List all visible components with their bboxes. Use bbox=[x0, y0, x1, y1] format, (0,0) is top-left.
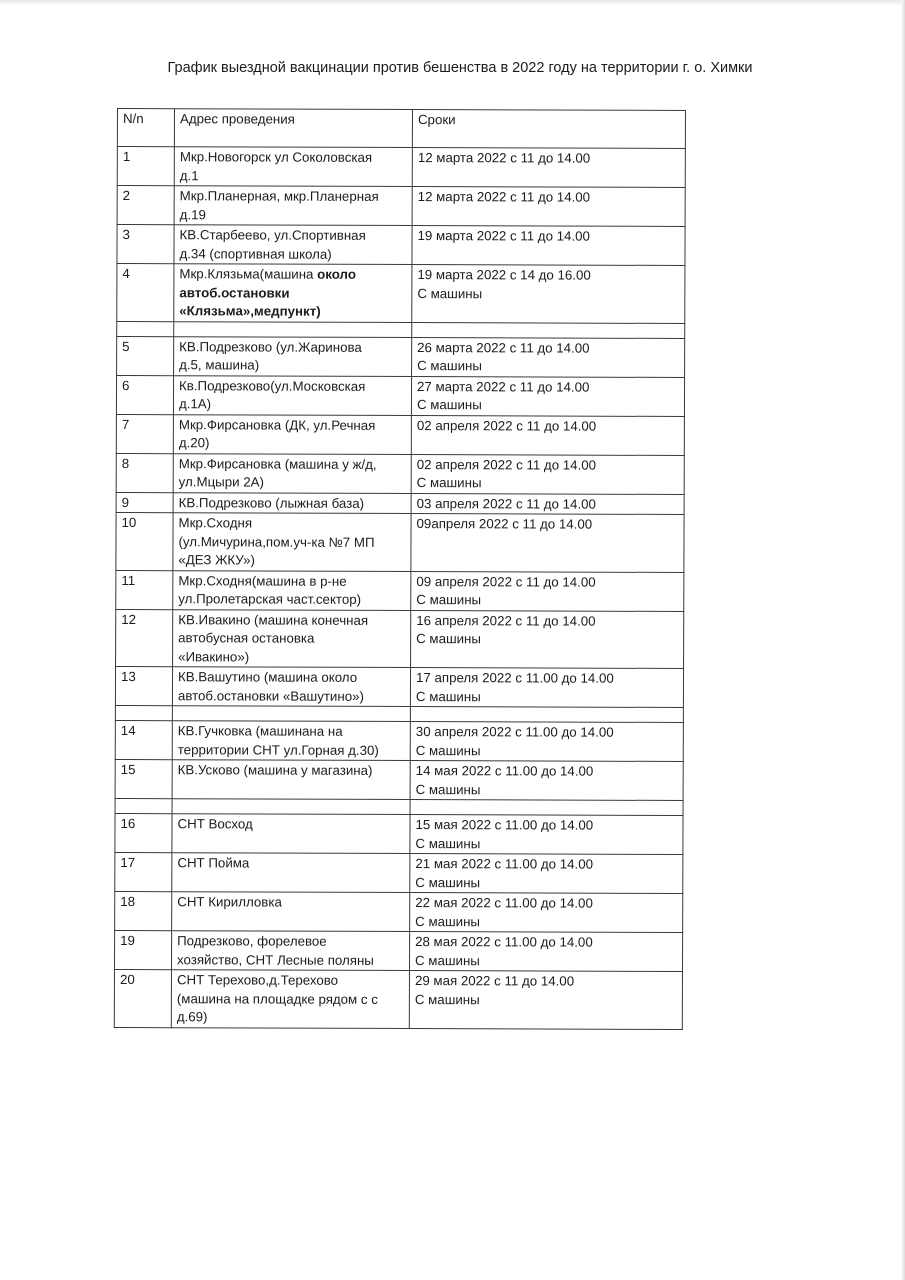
table-row bbox=[115, 852, 683, 893]
table-header-row bbox=[117, 109, 685, 149]
date-line: 02 апреля 2022 с 11 до 14.00 bbox=[416, 456, 597, 473]
address-bold-line: автоб.остановки bbox=[179, 284, 290, 301]
row-number: 18 bbox=[115, 891, 172, 930]
row-dates bbox=[409, 932, 682, 972]
date-line: С машины bbox=[416, 631, 482, 647]
row-address bbox=[172, 667, 410, 707]
date-line: 03 апреля 2022 с 11 до 14.00 bbox=[416, 495, 596, 512]
address-line: «Ивакино») bbox=[178, 648, 250, 664]
row-number: 9 bbox=[116, 492, 173, 513]
spacer-cell bbox=[410, 800, 683, 816]
address-line: (машина на площадке рядом с с bbox=[176, 990, 378, 1007]
address-line: д.5, машина) bbox=[179, 357, 260, 373]
address-line: хозяйство, СНТ Лесные поляны bbox=[177, 951, 374, 968]
address-line: Подрезково, форелевое bbox=[177, 933, 327, 949]
address-line: автобусная остановка bbox=[178, 630, 315, 646]
address-line: Мкр.Планерная, мкр.Планерная bbox=[179, 188, 379, 204]
date-line: 17 апреля 2022 с 11.00 до 14.00 bbox=[415, 670, 614, 686]
spacer-cell bbox=[172, 706, 410, 722]
address-line: СНТ Терехово,д.Терехово bbox=[176, 972, 339, 988]
table-row bbox=[115, 813, 683, 854]
row-dates bbox=[411, 493, 684, 514]
address-line: Кв.Подрезково(ул.Московская bbox=[179, 377, 366, 394]
row-dates bbox=[410, 722, 683, 762]
row-dates bbox=[411, 610, 684, 668]
table-row bbox=[115, 891, 683, 932]
row-number: 1 bbox=[117, 147, 174, 186]
table-row bbox=[116, 375, 684, 416]
address-line: д.20) bbox=[178, 435, 210, 451]
header-number: N/n bbox=[117, 109, 174, 147]
date-line: 12 марта 2022 с 11 до 14.00 bbox=[417, 150, 591, 166]
date-line: С машины bbox=[417, 285, 483, 301]
address-line: КВ.Ивакино (машина конечная bbox=[178, 611, 369, 628]
date-line: С машины bbox=[415, 835, 481, 851]
date-line: 09 апреля 2022 с 11 до 14.00 bbox=[416, 573, 596, 590]
spacer-cell bbox=[412, 322, 685, 338]
address-line: СНТ Восход bbox=[177, 816, 253, 832]
row-number: 4 bbox=[117, 264, 174, 322]
spacer-cell bbox=[117, 321, 174, 336]
address-bold-text: около bbox=[317, 266, 356, 282]
document-title: График выездной вакцинации против бешенства в 2022 году на территории г. о. Химки bbox=[167, 60, 753, 76]
row-dates bbox=[410, 893, 683, 933]
address-line: ул.Пролетарская част.сектор) bbox=[178, 591, 362, 607]
table-row bbox=[117, 147, 685, 188]
date-line: С машины bbox=[417, 358, 482, 374]
scan-edge-top bbox=[0, 0, 905, 6]
row-number: 20 bbox=[114, 969, 171, 1027]
address-line: Мкр.Новогорск ул Соколовская bbox=[179, 149, 373, 165]
row-address bbox=[173, 453, 411, 493]
address-line: д.19 bbox=[179, 206, 206, 222]
address-line: КВ.Подрезково (лыжная база) bbox=[178, 494, 365, 511]
schedule-table-body bbox=[114, 109, 685, 1029]
table-row bbox=[114, 930, 682, 971]
row-dates bbox=[411, 454, 684, 494]
row-dates bbox=[410, 761, 683, 801]
date-line: С машины bbox=[416, 592, 482, 608]
row-dates bbox=[412, 148, 685, 188]
schedule-table bbox=[114, 108, 686, 1029]
row-number: 15 bbox=[115, 759, 172, 798]
address-line: (ул.Мичурина,пом.уч-ка №7 МП bbox=[178, 533, 375, 550]
row-address bbox=[173, 609, 411, 667]
table-row bbox=[117, 264, 685, 323]
row-number: 19 bbox=[114, 930, 171, 969]
address-line bbox=[179, 265, 407, 284]
row-number: 8 bbox=[116, 453, 173, 492]
date-line: С машины bbox=[415, 874, 481, 890]
row-address bbox=[173, 375, 411, 415]
spacer-cell bbox=[410, 707, 683, 723]
row-address bbox=[174, 225, 412, 265]
row-address bbox=[171, 931, 409, 971]
date-line: 22 мая 2022 с 11.00 до 14.00 bbox=[415, 895, 593, 911]
row-number: 14 bbox=[115, 720, 172, 759]
table-row bbox=[115, 759, 683, 800]
date-line: С машины bbox=[415, 742, 481, 758]
date-line: 21 мая 2022 с 11.00 до 14.00 bbox=[415, 856, 594, 872]
row-address bbox=[172, 760, 410, 800]
scan-edge-right bbox=[901, 0, 905, 1280]
address-line: Мкр.Фирсановка (ДК, ул.Речная bbox=[178, 416, 376, 433]
row-dates bbox=[411, 514, 684, 572]
row-address bbox=[174, 186, 412, 226]
date-line: С машины bbox=[415, 913, 481, 929]
date-line: С машины bbox=[415, 952, 480, 968]
row-number: 3 bbox=[117, 225, 174, 264]
address-line: территории СНТ ул.Горная д.30) bbox=[177, 741, 379, 758]
address-line: СНТ Кирилловка bbox=[177, 894, 282, 910]
row-number: 13 bbox=[115, 666, 172, 705]
row-dates bbox=[410, 815, 683, 855]
table-row bbox=[117, 225, 685, 266]
date-line: 29 мая 2022 с 11 до 14.00 bbox=[414, 973, 575, 989]
date-line: 28 мая 2022 с 11.00 до 14.00 bbox=[415, 934, 593, 950]
row-dates bbox=[410, 854, 683, 894]
row-address bbox=[173, 492, 411, 513]
row-dates bbox=[409, 971, 682, 1029]
date-line: 16 апреля 2022 с 11 до 14.00 bbox=[416, 612, 596, 629]
table-row bbox=[116, 414, 684, 455]
date-line: 15 мая 2022 с 11.00 до 14.00 bbox=[415, 817, 594, 833]
row-number: 12 bbox=[116, 609, 173, 667]
address-line: «ДЕЗ ЖКУ») bbox=[178, 552, 256, 568]
row-address bbox=[174, 147, 412, 187]
row-address bbox=[172, 814, 410, 854]
row-dates bbox=[412, 187, 685, 227]
table-row bbox=[115, 666, 683, 707]
table-row bbox=[116, 492, 684, 514]
address-line: КВ.Вашутино (машина около bbox=[177, 669, 358, 685]
date-line: 14 мая 2022 с 11.00 до 14.00 bbox=[415, 763, 594, 779]
table-row bbox=[116, 570, 684, 611]
row-address bbox=[173, 414, 411, 454]
table-row bbox=[117, 186, 685, 227]
row-address bbox=[172, 721, 410, 761]
spacer-cell bbox=[172, 799, 410, 815]
date-line: 19 марта 2022 с 11 до 14.00 bbox=[417, 228, 590, 244]
row-dates bbox=[412, 265, 685, 323]
spacer-cell bbox=[174, 321, 412, 337]
spacer-cell bbox=[115, 798, 172, 813]
row-dates bbox=[410, 668, 683, 708]
header-dates: Сроки bbox=[412, 110, 685, 149]
address-line: Мкр.Фирсановка (машина у ж/д, bbox=[178, 455, 377, 472]
row-number: 7 bbox=[116, 414, 173, 453]
date-line: 12 марта 2022 с 11 до 14.00 bbox=[417, 189, 591, 205]
address-line: КВ.Подрезково (ул.Жаринова bbox=[179, 338, 362, 355]
address-line: д.69) bbox=[176, 1009, 208, 1025]
table-row bbox=[116, 453, 684, 494]
address-line: д.34 (спортивная школа) bbox=[179, 245, 332, 262]
address-line: КВ.Гучковка (машинана на bbox=[177, 723, 343, 739]
row-dates bbox=[411, 376, 684, 416]
date-line: С машины bbox=[415, 781, 481, 797]
address-line: КВ.Старбеево, ул.Спортивная bbox=[179, 227, 366, 243]
table-row bbox=[116, 609, 684, 668]
row-address bbox=[173, 513, 411, 571]
row-address bbox=[172, 853, 410, 893]
address-line: д.1А) bbox=[178, 396, 212, 412]
row-address bbox=[174, 336, 412, 376]
row-number: 17 bbox=[115, 852, 172, 891]
address-line: ул.Мцыри 2А) bbox=[178, 474, 265, 490]
row-number: 16 bbox=[115, 813, 172, 852]
address-line: д.1 bbox=[179, 167, 199, 183]
address-line: КВ.Усково (машина у магазина) bbox=[177, 762, 373, 778]
date-line: 27 марта 2022 с 11 до 14.00 bbox=[417, 378, 590, 395]
table-row bbox=[114, 969, 682, 1028]
date-line: 09апреля 2022 с 11 до 14.00 bbox=[416, 516, 593, 532]
row-dates bbox=[412, 337, 685, 377]
date-line: 19 марта 2022 с 14 до 16.00 bbox=[417, 267, 591, 283]
row-number: 6 bbox=[116, 375, 173, 414]
table-row bbox=[117, 336, 685, 377]
row-address bbox=[173, 570, 411, 610]
address-line: СНТ Пойма bbox=[177, 855, 250, 871]
date-line: С машины bbox=[416, 397, 482, 413]
date-line: 26 марта 2022 с 11 до 14.00 bbox=[417, 339, 590, 356]
row-number: 11 bbox=[116, 570, 173, 609]
address-plain-text: Мкр.Клязьма(машина bbox=[179, 266, 318, 282]
address-bold-line: «Клязьма»,медпункт) bbox=[179, 303, 321, 319]
table-row bbox=[115, 720, 683, 761]
row-address bbox=[174, 264, 412, 322]
row-number: 5 bbox=[117, 336, 174, 375]
spacer-cell bbox=[115, 705, 172, 720]
row-address bbox=[171, 970, 409, 1028]
address-line: автоб.остановки «Вашутино») bbox=[177, 687, 364, 704]
row-dates bbox=[412, 226, 685, 266]
row-dates bbox=[411, 571, 684, 611]
table-row bbox=[116, 512, 684, 571]
row-number: 2 bbox=[117, 186, 174, 225]
address-line: Мкр.Сходня(машина в р-не bbox=[178, 572, 347, 589]
date-line: 02 апреля 2022 с 11 до 14.00 bbox=[416, 417, 597, 434]
address-line: Мкр.Сходня bbox=[178, 515, 253, 531]
row-number: 10 bbox=[116, 512, 173, 570]
header-address: Адрес проведения bbox=[174, 109, 412, 148]
date-line: С машины bbox=[415, 688, 481, 704]
date-line: 30 апреля 2022 с 11.00 до 14.00 bbox=[415, 724, 614, 740]
row-address bbox=[172, 892, 410, 932]
date-line: С машины bbox=[414, 991, 480, 1007]
row-dates bbox=[411, 415, 684, 455]
date-line: С машины bbox=[416, 475, 482, 491]
